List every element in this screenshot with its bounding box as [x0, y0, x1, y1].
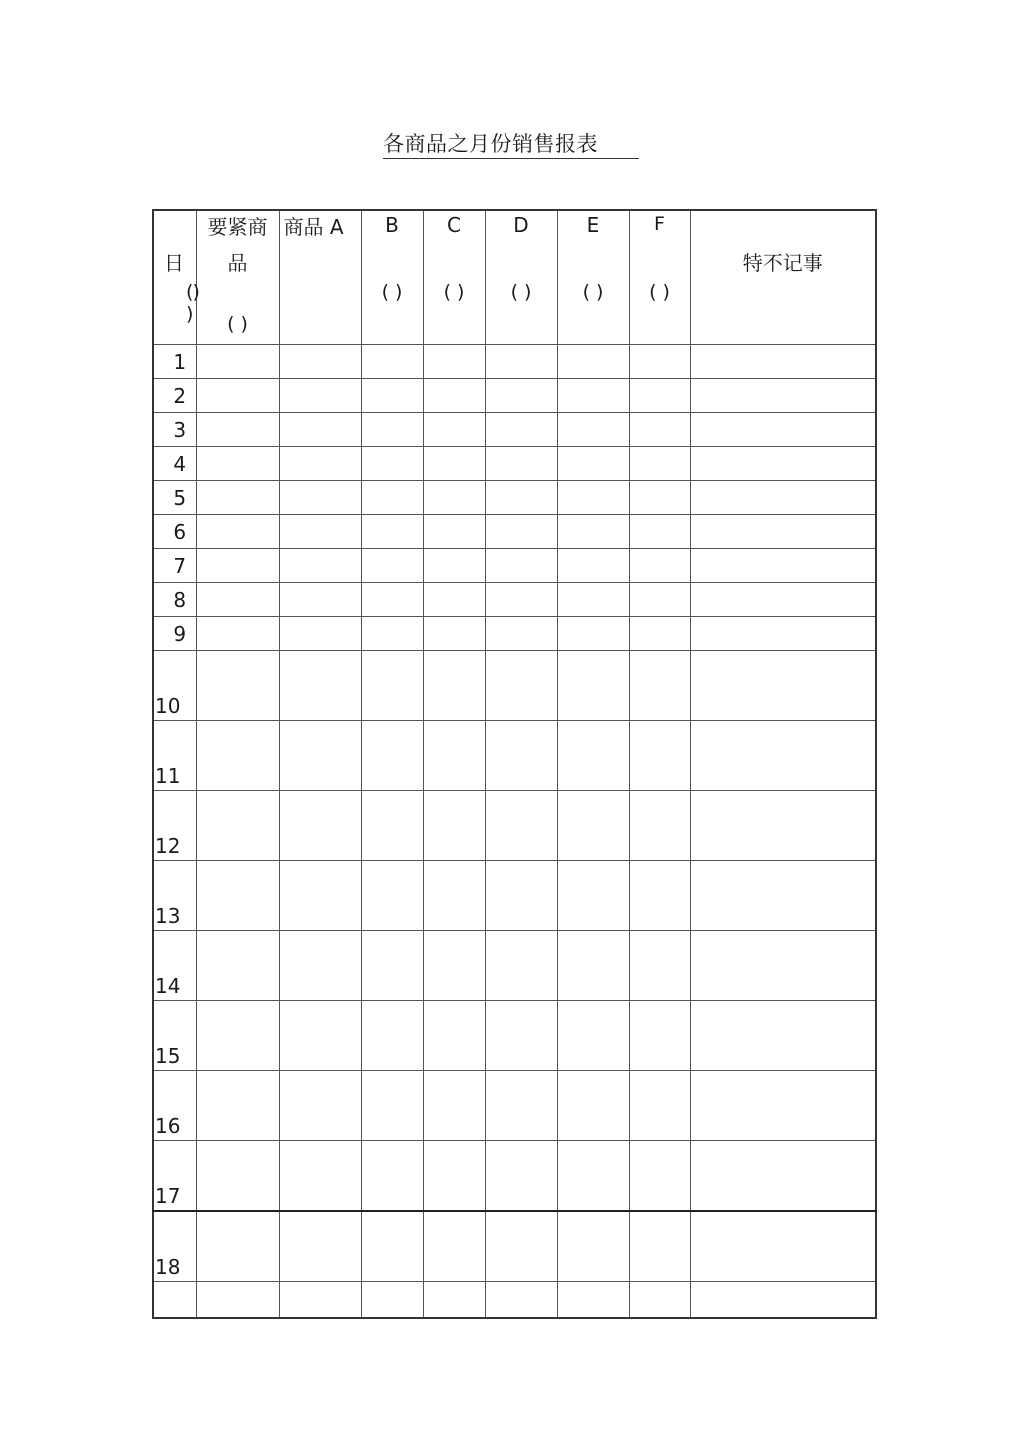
entry-cell[interactable]	[279, 447, 361, 481]
table-row	[153, 617, 876, 651]
entry-cell[interactable]	[485, 861, 557, 931]
entry-cell[interactable]	[423, 651, 485, 721]
entry-cell[interactable]	[690, 447, 876, 481]
table-row	[153, 515, 876, 549]
table-row	[153, 413, 876, 447]
entry-cell[interactable]	[196, 583, 279, 617]
header-d-paren: ( )	[510, 281, 532, 303]
table-row	[153, 583, 876, 617]
entry-cell[interactable]	[485, 583, 557, 617]
day-cell: 11	[153, 721, 196, 791]
header-product-a-label: 商品 A	[283, 215, 344, 239]
entry-cell[interactable]	[423, 861, 485, 931]
entry-cell[interactable]	[423, 1001, 485, 1071]
day-cell: 17	[153, 1141, 196, 1212]
sales-report-table	[152, 209, 877, 1319]
entry-cell[interactable]	[279, 1282, 361, 1319]
entry-cell[interactable]	[279, 481, 361, 515]
entry-cell[interactable]	[423, 931, 485, 1001]
day-cell: 18	[153, 1211, 196, 1282]
entry-cell[interactable]	[690, 1071, 876, 1141]
entry-cell[interactable]	[279, 721, 361, 791]
entry-cell[interactable]	[629, 413, 690, 447]
entry-cell[interactable]	[485, 549, 557, 583]
header-b	[361, 210, 423, 345]
entry-cell[interactable]	[629, 515, 690, 549]
entry-cell[interactable]	[690, 931, 876, 1001]
entry-cell[interactable]	[485, 1001, 557, 1071]
header-c	[423, 210, 485, 345]
entry-cell[interactable]	[557, 549, 629, 583]
entry-cell[interactable]	[690, 379, 876, 413]
header-f-paren: ( )	[649, 281, 670, 303]
entry-cell[interactable]	[423, 721, 485, 791]
entry-cell[interactable]	[629, 651, 690, 721]
entry-cell[interactable]	[690, 791, 876, 861]
table-row	[153, 791, 876, 861]
header-day-paren: ( )	[186, 281, 194, 325]
entry-cell[interactable]	[485, 413, 557, 447]
entry-cell[interactable]	[557, 861, 629, 931]
entry-cell[interactable]	[629, 721, 690, 791]
entry-cell[interactable]	[196, 617, 279, 651]
entry-cell[interactable]	[557, 1211, 629, 1282]
table-row	[153, 1211, 876, 1282]
entry-cell[interactable]	[629, 931, 690, 1001]
entry-cell[interactable]	[423, 345, 485, 379]
entry-cell[interactable]	[361, 345, 423, 379]
entry-cell[interactable]	[690, 345, 876, 379]
entry-cell[interactable]	[196, 1211, 279, 1282]
day-cell: 2	[153, 379, 196, 413]
table-row	[153, 1001, 876, 1071]
entry-cell[interactable]	[279, 345, 361, 379]
header-key-product-line1: 要紧商	[207, 215, 268, 239]
header-notes	[690, 210, 876, 345]
entry-cell[interactable]	[557, 583, 629, 617]
entry-cell[interactable]	[196, 791, 279, 861]
header-f	[629, 210, 690, 345]
day-cell: 4	[153, 447, 196, 481]
entry-cell[interactable]	[196, 413, 279, 447]
entry-cell[interactable]	[557, 481, 629, 515]
entry-cell[interactable]	[196, 481, 279, 515]
entry-cell[interactable]	[629, 1282, 690, 1319]
entry-cell[interactable]	[690, 651, 876, 721]
entry-cell[interactable]	[629, 583, 690, 617]
entry-cell[interactable]	[361, 861, 423, 931]
entry-cell[interactable]	[629, 1211, 690, 1282]
entry-cell[interactable]	[361, 447, 423, 481]
entry-cell[interactable]	[423, 583, 485, 617]
entry-cell[interactable]	[196, 1001, 279, 1071]
entry-cell[interactable]	[557, 721, 629, 791]
entry-cell[interactable]	[196, 515, 279, 549]
entry-cell[interactable]	[629, 861, 690, 931]
table-row	[153, 379, 876, 413]
entry-cell[interactable]	[423, 1141, 485, 1212]
entry-cell[interactable]	[629, 617, 690, 651]
entry-cell[interactable]	[196, 1282, 279, 1319]
header-day-label: 日	[164, 251, 184, 275]
entry-cell[interactable]	[279, 1141, 361, 1212]
entry-cell[interactable]	[279, 1001, 361, 1071]
entry-cell[interactable]	[423, 379, 485, 413]
entry-cell[interactable]	[423, 447, 485, 481]
day-cell: 1	[153, 345, 196, 379]
entry-cell[interactable]	[423, 617, 485, 651]
day-cell: 7	[153, 549, 196, 583]
entry-cell[interactable]	[423, 1282, 485, 1319]
entry-cell[interactable]	[557, 345, 629, 379]
entry-cell[interactable]	[629, 1001, 690, 1071]
entry-cell[interactable]	[690, 481, 876, 515]
entry-cell[interactable]	[279, 515, 361, 549]
entry-cell[interactable]	[361, 651, 423, 721]
entry-cell[interactable]	[629, 549, 690, 583]
entry-cell[interactable]	[279, 931, 361, 1001]
entry-cell[interactable]	[690, 413, 876, 447]
entry-cell[interactable]	[557, 1141, 629, 1212]
entry-cell[interactable]	[557, 651, 629, 721]
entry-cell[interactable]	[690, 1001, 876, 1071]
table-row	[153, 1071, 876, 1141]
entry-cell[interactable]	[485, 931, 557, 1001]
day-cell: 15	[153, 1001, 196, 1071]
entry-cell[interactable]	[690, 549, 876, 583]
entry-cell[interactable]	[557, 1282, 629, 1319]
entry-cell[interactable]	[690, 721, 876, 791]
entry-cell[interactable]	[485, 721, 557, 791]
entry-cell[interactable]	[690, 583, 876, 617]
entry-cell[interactable]	[690, 617, 876, 651]
entry-cell[interactable]	[629, 379, 690, 413]
entry-cell[interactable]	[196, 447, 279, 481]
entry-cell[interactable]	[361, 515, 423, 549]
header-key-product-line2: 品	[227, 251, 248, 275]
day-cell: 10	[153, 651, 196, 721]
day-cell: 16	[153, 1071, 196, 1141]
entry-cell[interactable]	[557, 515, 629, 549]
entry-cell[interactable]	[279, 379, 361, 413]
table-row	[153, 861, 876, 931]
entry-cell[interactable]	[690, 1282, 876, 1319]
header-e-label: E	[586, 213, 600, 237]
day-cell: 8	[153, 583, 196, 617]
entry-cell[interactable]	[690, 1211, 876, 1282]
entry-cell[interactable]	[557, 1071, 629, 1141]
entry-cell[interactable]	[196, 1071, 279, 1141]
day-cell: 9	[153, 617, 196, 651]
header-b-label: B	[385, 213, 399, 237]
entry-cell[interactable]	[196, 345, 279, 379]
entry-cell[interactable]	[279, 1211, 361, 1282]
entry-cell[interactable]	[361, 1211, 423, 1282]
entry-cell[interactable]	[557, 447, 629, 481]
entry-cell[interactable]	[361, 1282, 423, 1319]
table-row	[153, 447, 876, 481]
entry-cell[interactable]	[629, 447, 690, 481]
entry-cell[interactable]	[196, 379, 279, 413]
table-row	[153, 651, 876, 721]
entry-cell[interactable]	[485, 651, 557, 721]
entry-cell[interactable]	[361, 791, 423, 861]
day-cell: 5	[153, 481, 196, 515]
day-cell: 6	[153, 515, 196, 549]
entry-cell[interactable]	[423, 515, 485, 549]
entry-cell[interactable]	[279, 791, 361, 861]
header-product-a	[279, 210, 361, 345]
entry-cell[interactable]	[279, 1071, 361, 1141]
header-e	[557, 210, 629, 345]
entry-cell[interactable]	[557, 931, 629, 1001]
header-e-paren: ( )	[582, 281, 604, 303]
page-title: 各商品之月份销售报表	[383, 128, 639, 159]
day-cell: 14	[153, 931, 196, 1001]
entry-cell[interactable]	[361, 583, 423, 617]
entry-cell[interactable]	[557, 617, 629, 651]
day-cell: 12	[153, 791, 196, 861]
header-f-label: F	[654, 213, 665, 235]
entry-cell[interactable]	[557, 379, 629, 413]
entry-cell[interactable]	[690, 1141, 876, 1212]
header-c-paren: ( )	[443, 281, 465, 303]
entry-cell[interactable]	[423, 413, 485, 447]
table-row	[153, 1282, 876, 1319]
entry-cell[interactable]	[485, 1211, 557, 1282]
entry-cell[interactable]	[423, 549, 485, 583]
entry-cell[interactable]	[557, 791, 629, 861]
entry-cell[interactable]	[423, 1211, 485, 1282]
entry-cell[interactable]	[361, 549, 423, 583]
entry-cell[interactable]	[361, 379, 423, 413]
header-d-label: D	[513, 213, 529, 237]
header-c-label: C	[447, 213, 461, 237]
entry-cell[interactable]	[361, 481, 423, 515]
header-notes-label: 特不记事	[742, 251, 823, 275]
entry-cell[interactable]	[196, 651, 279, 721]
entry-cell[interactable]	[423, 791, 485, 861]
entry-cell[interactable]	[485, 1071, 557, 1141]
entry-cell[interactable]	[196, 549, 279, 583]
header-key-product	[192, 210, 279, 345]
day-cell: 3	[153, 413, 196, 447]
header-key-product-paren1: )	[192, 281, 200, 303]
entry-cell[interactable]	[557, 1001, 629, 1071]
day-cell	[153, 1282, 196, 1319]
entry-cell[interactable]	[361, 413, 423, 447]
entry-cell[interactable]	[279, 549, 361, 583]
header-day	[153, 210, 196, 345]
entry-cell[interactable]	[485, 1282, 557, 1319]
entry-cell[interactable]	[361, 721, 423, 791]
table-row	[153, 931, 876, 1001]
entry-cell[interactable]	[485, 447, 557, 481]
entry-cell[interactable]	[423, 1071, 485, 1141]
entry-cell[interactable]	[485, 791, 557, 861]
entry-cell[interactable]	[629, 791, 690, 861]
table-row	[153, 481, 876, 515]
entry-cell[interactable]	[629, 1141, 690, 1212]
entry-cell[interactable]	[279, 617, 361, 651]
entry-cell[interactable]	[629, 1071, 690, 1141]
entry-cell[interactable]	[557, 413, 629, 447]
entry-cell[interactable]	[361, 1071, 423, 1141]
entry-cell[interactable]	[690, 861, 876, 931]
entry-cell[interactable]	[690, 515, 876, 549]
entry-cell[interactable]	[361, 931, 423, 1001]
entry-cell[interactable]	[361, 1001, 423, 1071]
entry-cell[interactable]	[279, 651, 361, 721]
entry-cell[interactable]	[196, 721, 279, 791]
header-d	[485, 210, 557, 345]
entry-cell[interactable]	[485, 617, 557, 651]
entry-cell[interactable]	[196, 861, 279, 931]
entry-cell[interactable]	[629, 481, 690, 515]
header-b-paren: ( )	[381, 281, 403, 303]
entry-cell[interactable]	[196, 931, 279, 1001]
header-key-product-paren2: ( )	[227, 313, 248, 335]
entry-cell[interactable]	[485, 481, 557, 515]
table-row	[153, 549, 876, 583]
entry-cell[interactable]	[279, 413, 361, 447]
entry-cell[interactable]	[361, 1141, 423, 1212]
entry-cell[interactable]	[485, 515, 557, 549]
entry-cell[interactable]	[485, 345, 557, 379]
entry-cell[interactable]	[485, 379, 557, 413]
table-row	[153, 721, 876, 791]
entry-cell[interactable]	[629, 345, 690, 379]
table-row	[153, 345, 876, 379]
entry-cell[interactable]	[423, 481, 485, 515]
entry-cell[interactable]	[279, 861, 361, 931]
entry-cell[interactable]	[196, 1141, 279, 1212]
table-row	[153, 1141, 876, 1212]
entry-cell[interactable]	[361, 617, 423, 651]
day-cell: 13	[153, 861, 196, 931]
entry-cell[interactable]	[279, 583, 361, 617]
entry-cell[interactable]	[485, 1141, 557, 1212]
